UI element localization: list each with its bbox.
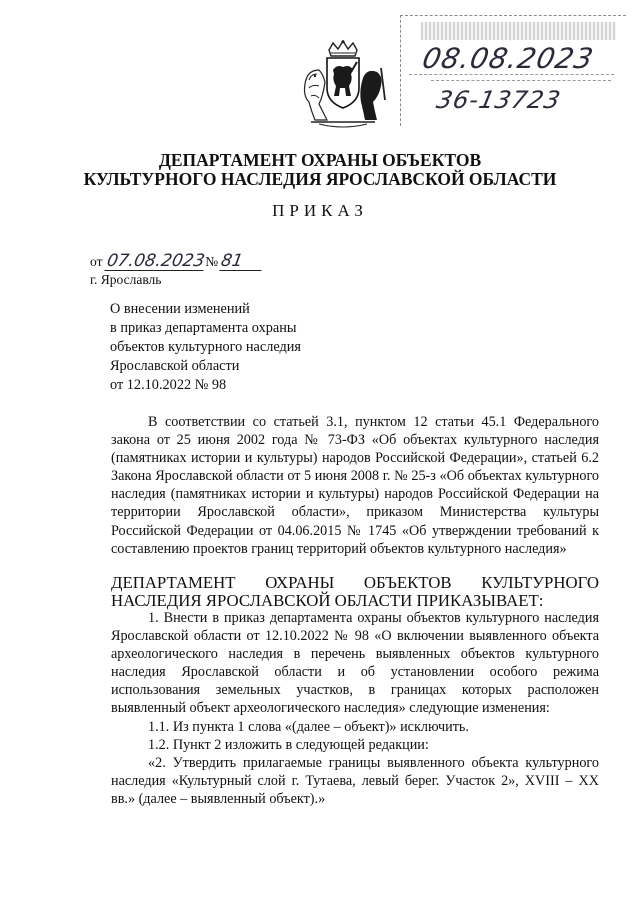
document-type: ПРИКАЗ — [272, 201, 368, 220]
preamble-paragraph: В соответствии со статьей 3.1, пунктом 12 статьи 45.1 Федерального закона от 25 июня 2002 года № 73-ФЗ «Об объектах культурного наследия (памятниках истории и культуры) народов Российской Федерации», статьей 6.2 Закона Ярославской области от 5 июня 2008 г. № 25-з «Об объектах культурного наследия (памятниках истории и культуры) народов Российской Федерации на территории Ярославской области», приказом Министерства культуры Российской Федерации от 04.06.2015 № 1745 «Об утверждении требований к составлению проектов границ территорий объектов культурного наследия» — [111, 414, 599, 557]
subject-line: Ярославской области — [110, 358, 240, 374]
subject-line: объектов культурного наследия — [110, 339, 301, 355]
stamp-header-band — [421, 22, 616, 40]
items-block — [111, 609, 599, 808]
subject-line: О внесении изменений — [110, 301, 250, 317]
item-1-2: 1.2. Пункт 2 изложить в следующей редакции: — [148, 736, 429, 753]
stamp-number: 36-13723 — [434, 86, 564, 114]
stamp-divider — [431, 80, 611, 81]
quoted-item-2: «2. Утвердить прилагаемые границы выявленного объекта культурного наследия «Культурный слой г. Тутаева, левый берег. Участок 2», XVIII – XX вв.» (далее – выявленный объект).» — [111, 754, 599, 807]
subject-line: в приказ департамента охраны — [110, 320, 297, 336]
preamble-block — [111, 413, 599, 558]
subject-line: от 12.10.2022 № 98 — [110, 377, 227, 393]
order-date: 07.08.2023 — [105, 251, 207, 271]
number-sign: № — [205, 254, 219, 269]
yaroslavl-coat-of-arms-icon — [297, 40, 389, 132]
city: г. Ярославль — [90, 272, 162, 287]
decree-block — [111, 574, 599, 609]
stamp-date: 08.08.2023 — [419, 42, 597, 75]
item-1-1: 1.1. Из пункта 1 слова «(далее – объект)» исключить. — [148, 718, 469, 735]
order-date-line — [90, 252, 263, 271]
from-label: от — [90, 254, 103, 269]
order-number: 81 — [220, 252, 265, 271]
registration-stamp — [400, 15, 626, 126]
order-subject — [110, 300, 301, 395]
department-title-line1: ДЕПАРТАМЕНТ ОХРАНЫ ОБЪЕКТОВ — [158, 150, 482, 170]
item-1: 1. Внести в приказ департамента охраны объектов культурного наследия Ярославской области от 12.10.2022 № 98 «О включении выявленного объекта археологического наследия в перечень выявленных объектов культурного наследия Ярославской области и об установлении особого режима использования земельных участков, в границах которых расположен выявленный объект археологического наследия» следующие изменения: — [111, 610, 599, 717]
decree-heading: ДЕПАРТАМЕНТ ОХРАНЫ ОБЪЕКТОВ КУЛЬТУРНОГО НАСЛЕДИЯ ЯРОСЛАВСКОЙ ОБЛАСТИ ПРИКАЗЫВАЕТ: — [111, 573, 599, 610]
department-title-line2: КУЛЬТУРНОГО НАСЛЕДИЯ ЯРОСЛАВСКОЙ ОБЛАСТИ — [83, 169, 557, 189]
